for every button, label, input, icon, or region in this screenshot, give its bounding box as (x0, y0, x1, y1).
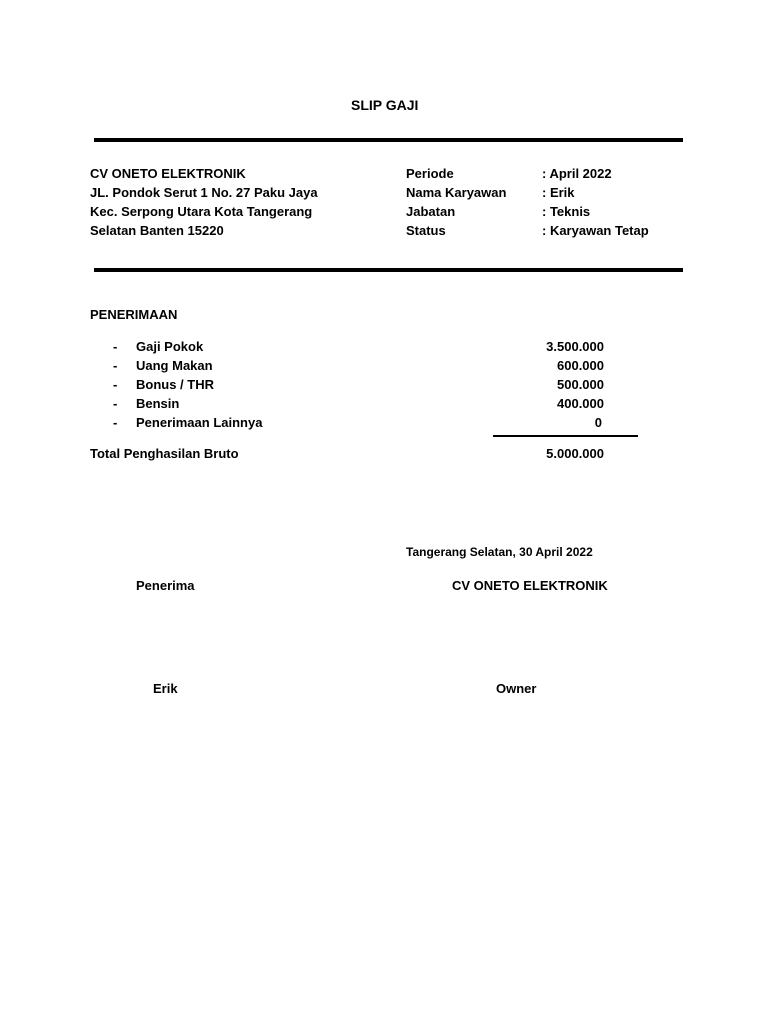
info-label-status: Status (406, 223, 446, 238)
info-label-nama: Nama Karyawan (406, 185, 507, 200)
earning-label-penerimaan-lainnya: Penerimaan Lainnya (136, 415, 263, 430)
info-label-jabatan: Jabatan (406, 204, 456, 219)
company-name: CV ONETO ELEKTRONIK (90, 166, 246, 181)
earning-amount-bonus-thr: 500.000 (557, 377, 604, 392)
receiver-name: Erik (153, 681, 178, 696)
total-amount: 5.000.000 (546, 446, 604, 461)
total-label: Total Penghasilan Bruto (90, 446, 239, 461)
company-address-line-1: JL. Pondok Serut 1 No. 27 Paku Jaya (90, 185, 318, 200)
list-bullet: - (113, 377, 118, 392)
place-date: Tangerang Selatan, 30 April 2022 (406, 545, 593, 559)
top-divider (94, 138, 683, 142)
list-bullet: - (113, 396, 118, 411)
earning-label-bonus-thr: Bonus / THR (136, 377, 214, 392)
earning-label-bensin: Bensin (136, 396, 180, 411)
list-bullet: - (113, 358, 118, 373)
company-address-line-2: Kec. Serpong Utara Kota Tangerang (90, 204, 313, 219)
earning-amount-bensin: 400.000 (557, 396, 604, 411)
document-title: SLIP GAJI (351, 97, 419, 113)
info-value-jabatan: : Teknis (542, 204, 591, 219)
info-value-status: : Karyawan Tetap (542, 223, 649, 238)
earning-amount-penerimaan-lainnya: 0 (594, 415, 602, 430)
earnings-heading: PENERIMAAN (90, 307, 178, 322)
info-value-periode: : April 2022 (542, 166, 612, 181)
middle-divider (94, 268, 683, 272)
earning-amount-uang-makan: 600.000 (557, 358, 604, 373)
receiver-title: Penerima (136, 578, 195, 593)
earning-label-uang-makan: Uang Makan (136, 358, 213, 373)
list-bullet: - (113, 339, 118, 354)
subtotal-line (493, 435, 638, 437)
company-address-line-3: Selatan Banten 15220 (90, 223, 224, 238)
info-value-nama: : Erik (542, 185, 575, 200)
earning-amount-gaji-pokok: 3.500.000 (546, 339, 604, 354)
company-signature-title: CV ONETO ELEKTRONIK (452, 578, 608, 593)
earning-label-gaji-pokok: Gaji Pokok (136, 339, 204, 354)
company-signatory: Owner (496, 681, 537, 696)
list-bullet: - (113, 415, 118, 430)
info-label-periode: Periode (406, 166, 454, 181)
